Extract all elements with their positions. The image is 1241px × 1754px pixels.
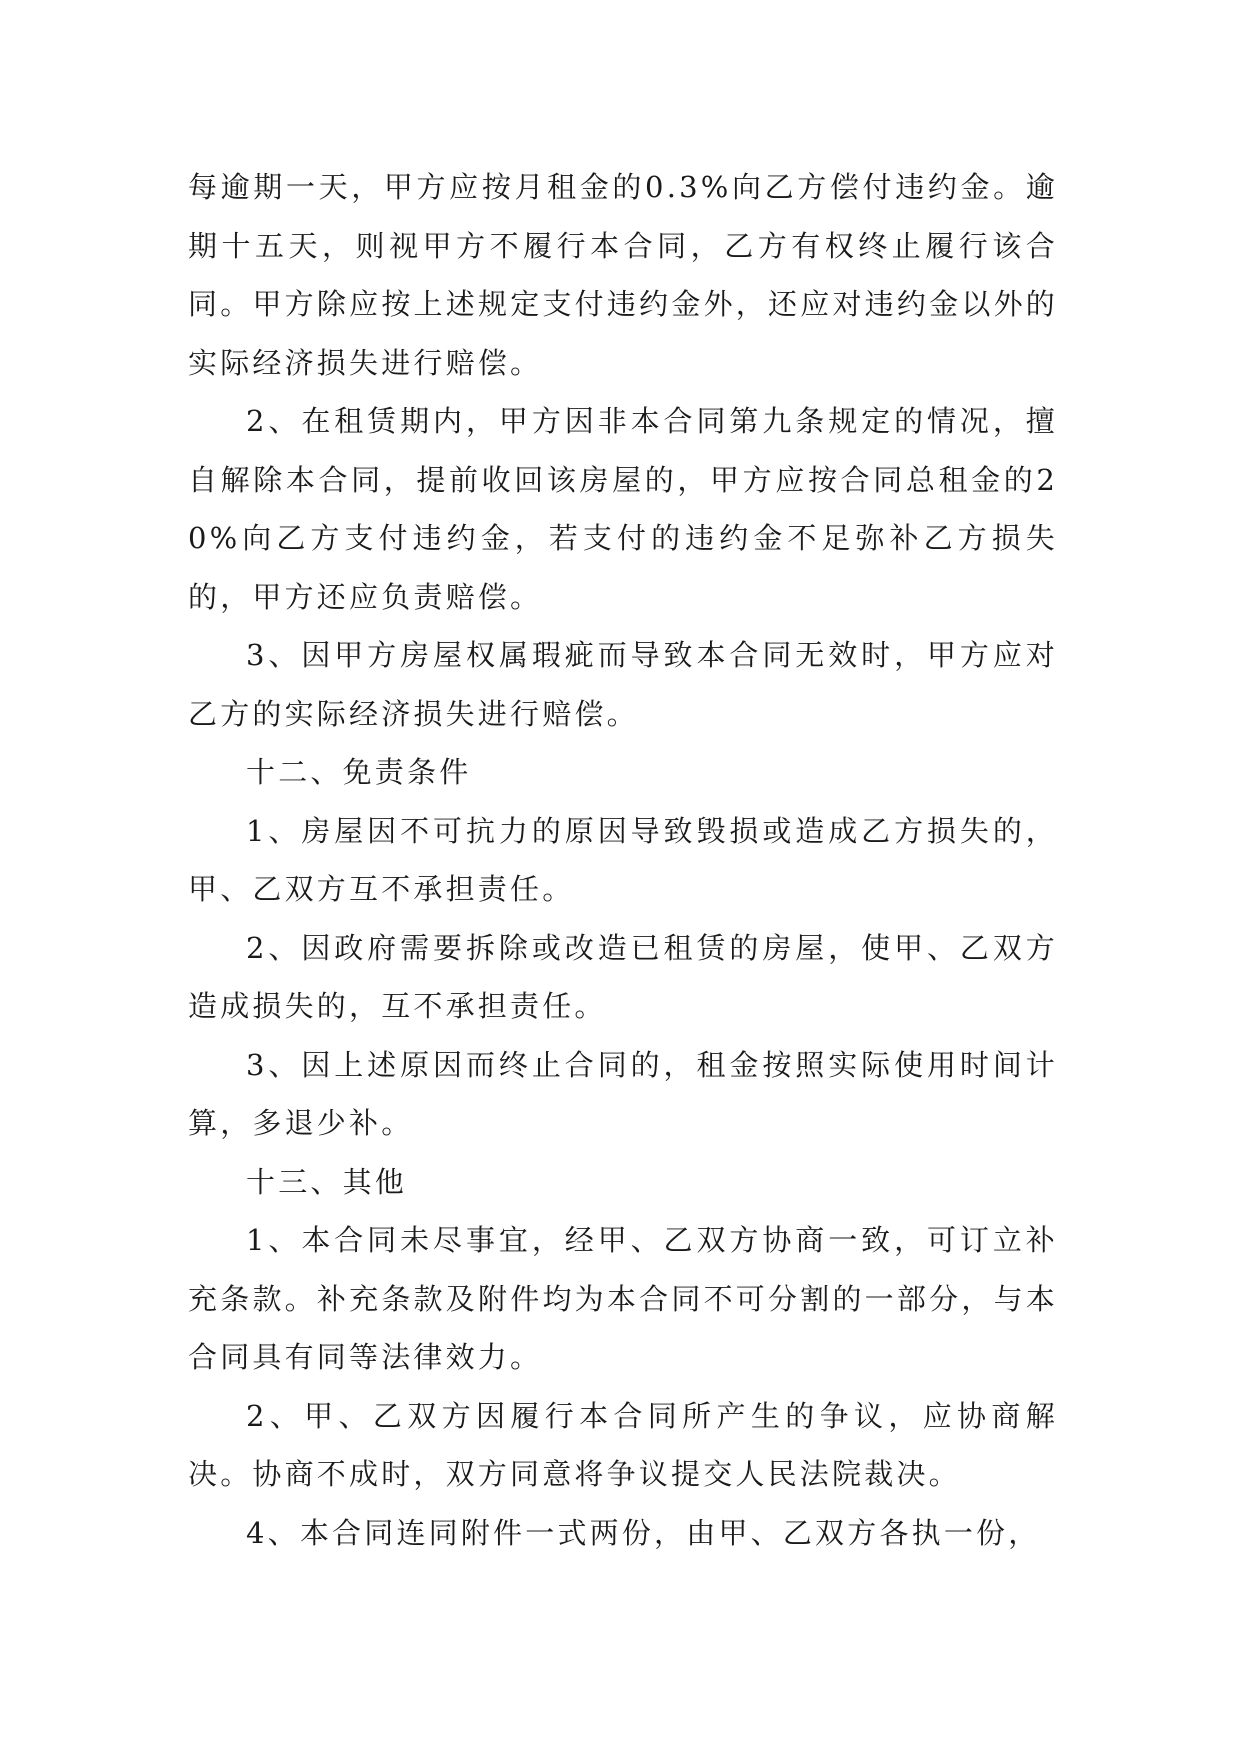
paragraph-other-1: 1、本合同未尽事宜，经甲、乙双方协商一致，可订立补充条款。补充条款及附件均为本合同不可分割的一部分，与本合同具有同等法律效力。 xyxy=(188,1223,1058,1374)
paragraph-exemption-1: 1、房屋因不可抗力的原因导致毁损或造成乙方损失的，甲、乙双方互不承担责任。 xyxy=(188,813,1058,906)
paragraph-clause-2-early-termination: 2、在租赁期内，甲方因非本合同第九条规定的情况，擅自解除本合同，提前收回该房屋的，甲方应按合同总租金的20%向乙方支付违约金，若支付的违约金不足弥补乙方损失的，甲方还应负责赔偿。 xyxy=(188,404,1058,614)
section-heading-exemption: 十二、免责条件 xyxy=(246,755,472,789)
paragraph-other-2: 2、甲、乙双方因履行本合同所产生的争议，应协商解决。协商不成时，双方同意将争议提交人民法院裁决。 xyxy=(188,1398,1058,1491)
paragraph-exemption-2: 2、因政府需要拆除或改造已租赁的房屋，使甲、乙双方造成损失的，互不承担责任。 xyxy=(188,930,1058,1023)
paragraph-clause-3-title-defect: 3、因甲方房屋权属瑕疵而导致本合同无效时，甲方应对乙方的实际经济损失进行赔偿。 xyxy=(188,638,1058,731)
document-body xyxy=(188,158,1058,1562)
paragraph-exemption-3: 3、因上述原因而终止合同的，租金按照实际使用时间计算，多退少补。 xyxy=(188,1047,1058,1140)
section-heading-other: 十三、其他 xyxy=(246,1164,408,1199)
paragraph-other-4: 4、本合同连同附件一式两份，由甲、乙双方各执一份， xyxy=(246,1515,1041,1550)
paragraph-penalty-continuation: 每逾期一天，甲方应按月租金的0.3%向乙方偿付违约金。逾期十五天，则视甲方不履行本合同，乙方有权终止履行该合同。甲方除应按上述规定支付违约金外，还应对违约金以外的实际经济损失进行赔偿。 xyxy=(188,170,1058,380)
